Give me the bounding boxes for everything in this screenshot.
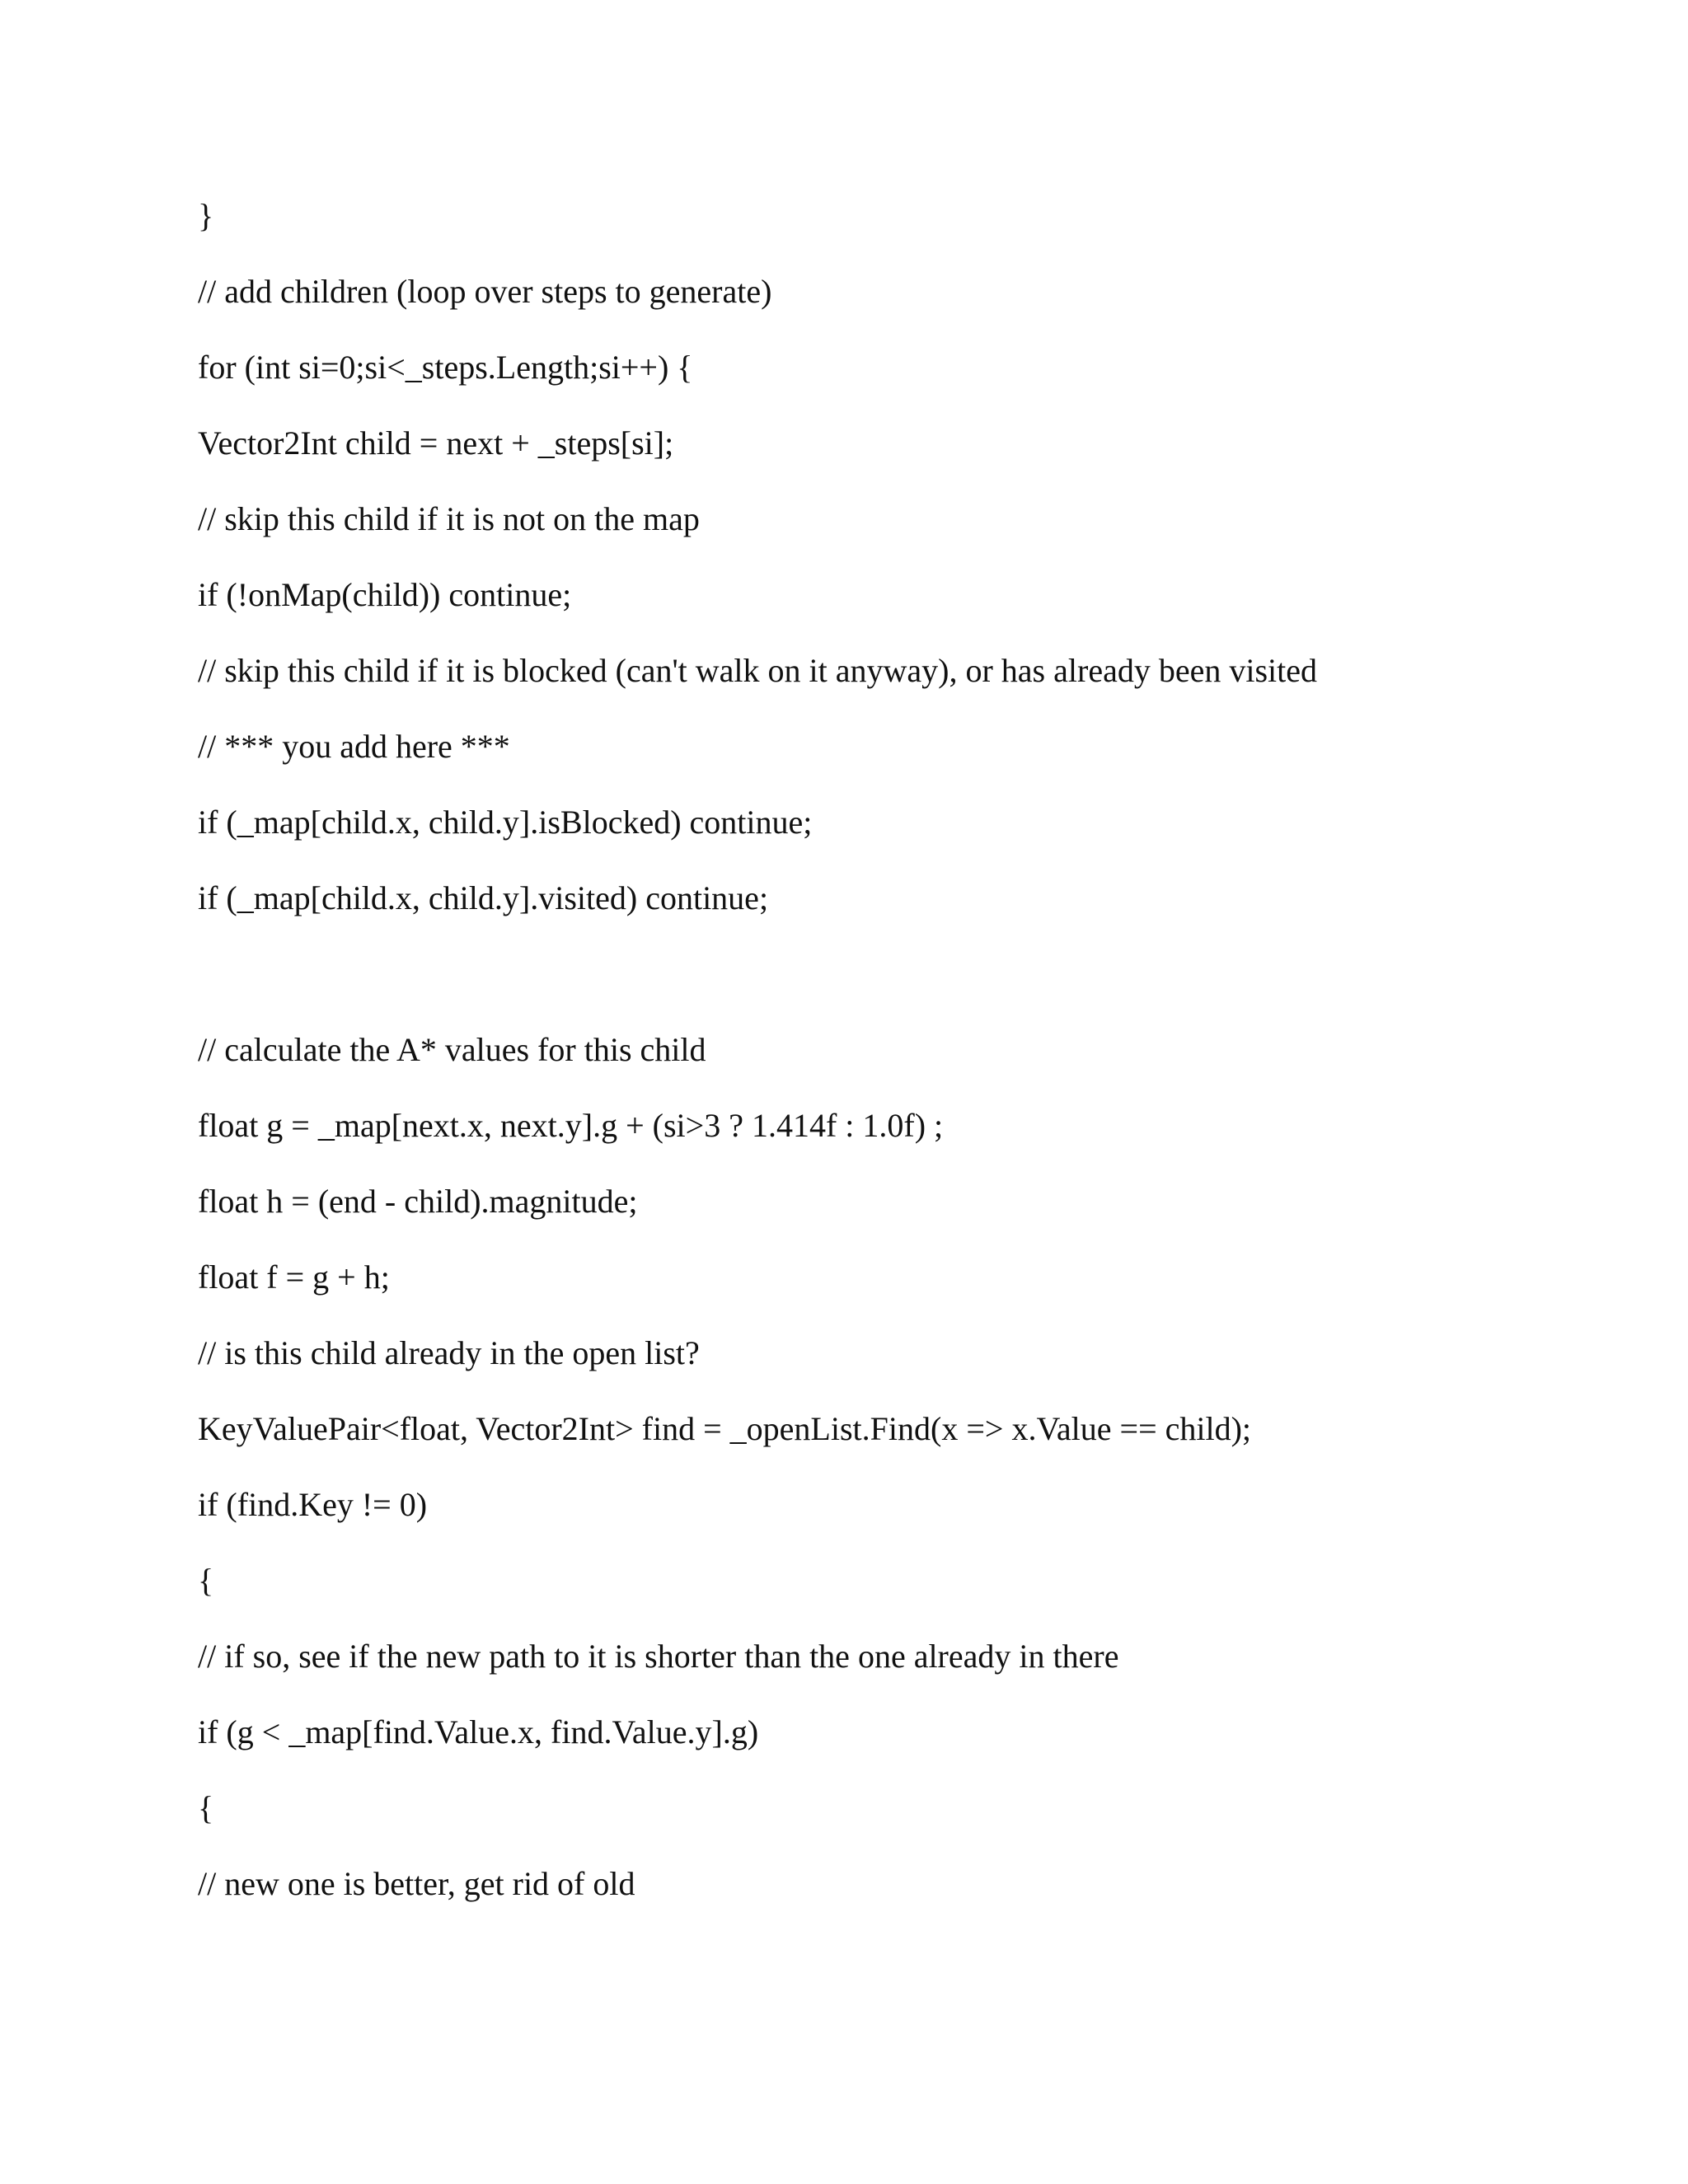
code-line-visited-check: if (_map[child.x, child.y].visited) continue; xyxy=(198,879,769,916)
code-line-comment-skip-offmap: // skip this child if it is not on the map xyxy=(198,500,700,537)
code-line-float-g: float g = _map[next.x, next.y].g + (si>3 ? 1.414f : 1.0f) ; xyxy=(198,1107,944,1144)
code-line-float-h: float h = (end - child).magnitude; xyxy=(198,1183,638,1220)
code-line-closing-brace: } xyxy=(198,197,214,234)
code-line-if-g-less: if (g < _map[find.Value.x, find.Value.y].g) xyxy=(198,1713,759,1750)
code-block xyxy=(198,0,1648,1902)
code-line-comment-calculate: // calculate the A* values for this child xyxy=(198,1031,706,1068)
code-line-blocked-check: if (_map[child.x, child.y].isBlocked) continue; xyxy=(198,804,813,841)
code-line-open-brace-1: { xyxy=(198,1562,214,1599)
code-line-child-vector: Vector2Int child = next + _steps[si]; xyxy=(198,424,674,462)
code-line-comment-open-list: // is this child already in the open list? xyxy=(198,1334,700,1371)
code-line-open-brace-2: { xyxy=(198,1789,214,1826)
code-line-onmap-check: if (!onMap(child)) continue; xyxy=(198,576,572,613)
code-line-find: KeyValuePair<float, Vector2Int> find = _openList.Find(x => x.Value == child); xyxy=(198,1410,1252,1447)
code-line-comment-skip-blocked: // skip this child if it is blocked (can't walk on it anyway), or has already been visited xyxy=(198,652,1317,689)
code-line-comment-new-one-better: // new one is better, get rid of old xyxy=(198,1865,635,1902)
code-line-for-loop: for (int si=0;si<_steps.Length;si++) { xyxy=(198,349,693,386)
code-line-comment-you-add-here: // *** you add here *** xyxy=(198,728,510,765)
code-line-float-f: float f = g + h; xyxy=(198,1258,390,1296)
code-line-comment-add-children: // add children (loop over steps to generate) xyxy=(198,273,772,310)
code-line-comment-shorter-path: // if so, see if the new path to it is shorter than the one already in there xyxy=(198,1638,1119,1675)
code-line-if-find-key: if (find.Key != 0) xyxy=(198,1486,428,1523)
